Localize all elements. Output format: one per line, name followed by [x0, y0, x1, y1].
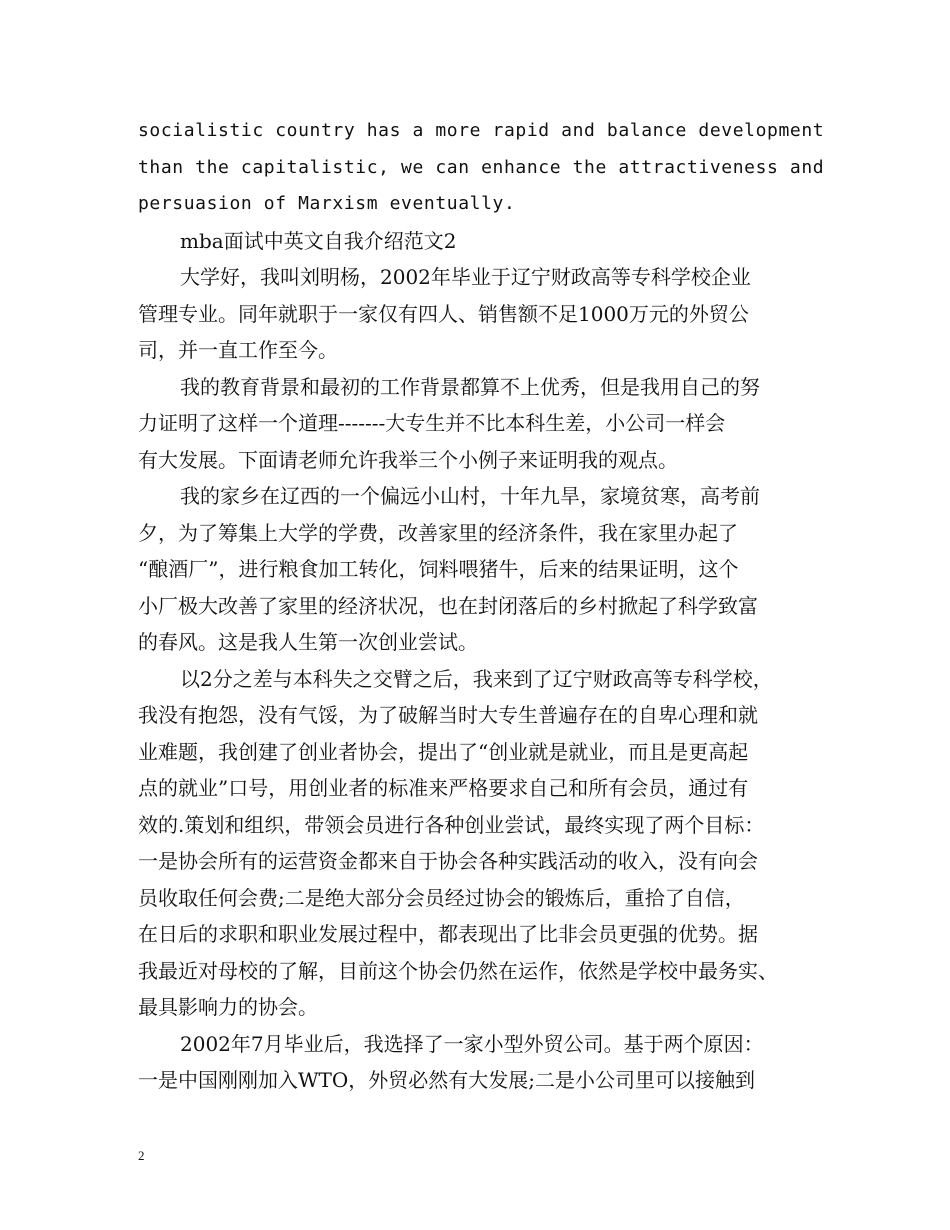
- text-line: 我没有抱怨，没有气馁，为了破解当时大专生普遍存在的自卑心理和就: [138, 703, 758, 727]
- text-line: 最具影响力的协会。: [138, 995, 318, 1019]
- text-line: 力证明了这样一个道理-------大专生并不比本科生差，小公司一样会: [138, 411, 726, 435]
- text-line: 小厂极大改善了家里的经济状况，也在封闭落后的乡村掀起了科学致富: [138, 593, 758, 618]
- text-line: 以2分之差与本科失之交臂之后，我来到了辽宁财政高等专科学校，: [180, 666, 773, 691]
- text-line: 在日后的求职和职业发展过程中，都表现出了比非会员更强的优势。据: [138, 922, 758, 946]
- text-line: 一是协会所有的运营资金都来自于协会各种实践活动的收入，没有向会: [138, 849, 758, 873]
- text-line: 员收取任何会费;二是绝大部分会员经过协会的锻炼后，重拾了自信，: [138, 885, 745, 910]
- text-line: than the capitalistic, we can enhance the attractiveness and: [138, 156, 825, 178]
- text-line: persuasion of Marxism eventually.: [138, 193, 516, 214]
- text-line: 管理专业。同年就职于一家仅有四人、销售额不足1000万元的外贸公: [138, 301, 749, 326]
- text-line: 夕，为了筹集上大学的学费，改善家里的经济条件，我在家里办起了: [138, 520, 738, 545]
- text-line: socialistic country has a more rapid and balance development: [138, 120, 825, 141]
- page-number: 2: [138, 1148, 145, 1163]
- body-text: [138, 113, 825, 1099]
- text-line: 一是中国刚刚加入WTO，外贸必然有大发展;二是小公司里可以接触到: [138, 1068, 756, 1092]
- text-line: 我的教育背景和最初的工作背景都算不上优秀，但是我用自己的努: [180, 374, 760, 399]
- text-line: 业难题，我创建了创业者协会，提出了“创业就是就业，而且是更高起: [138, 739, 749, 764]
- text-line: 有大发展。下面请老师允许我举三个小例子来证明我的观点。: [138, 447, 678, 472]
- text-line: 的春风。这是我人生第一次创业尝试。: [138, 630, 478, 654]
- text-line: “酿酒厂”，进行粮食加工转化，饲料喂猪牛，后来的结果证明，这个: [138, 557, 739, 581]
- section-heading: mba面试中英文自我介绍范文2: [180, 228, 457, 253]
- text-line: 效的.策划和组织，带领会员进行各种创业尝试，最终实现了两个目标：: [138, 812, 765, 837]
- text-line: 2002年7月毕业后，我选择了一家小型外贸公司。基于两个原因：: [180, 1031, 764, 1056]
- text-line: 我最近对母校的了解，目前这个协会仍然在运作，依然是学校中最务实、: [138, 958, 778, 983]
- text-line: 我的家乡在辽西的一个偏远小山村，十年九旱，家境贫寒，高考前: [180, 484, 760, 508]
- text-line: 大学好，我叫刘明杨，2002年毕业于辽宁财政高等专科学校企业: [180, 265, 751, 289]
- text-line: 点的就业”口号，用创业者的标准来严格要求自己和所有会员，通过有: [138, 776, 749, 800]
- text-line: 司，并一直工作至今。: [138, 338, 338, 362]
